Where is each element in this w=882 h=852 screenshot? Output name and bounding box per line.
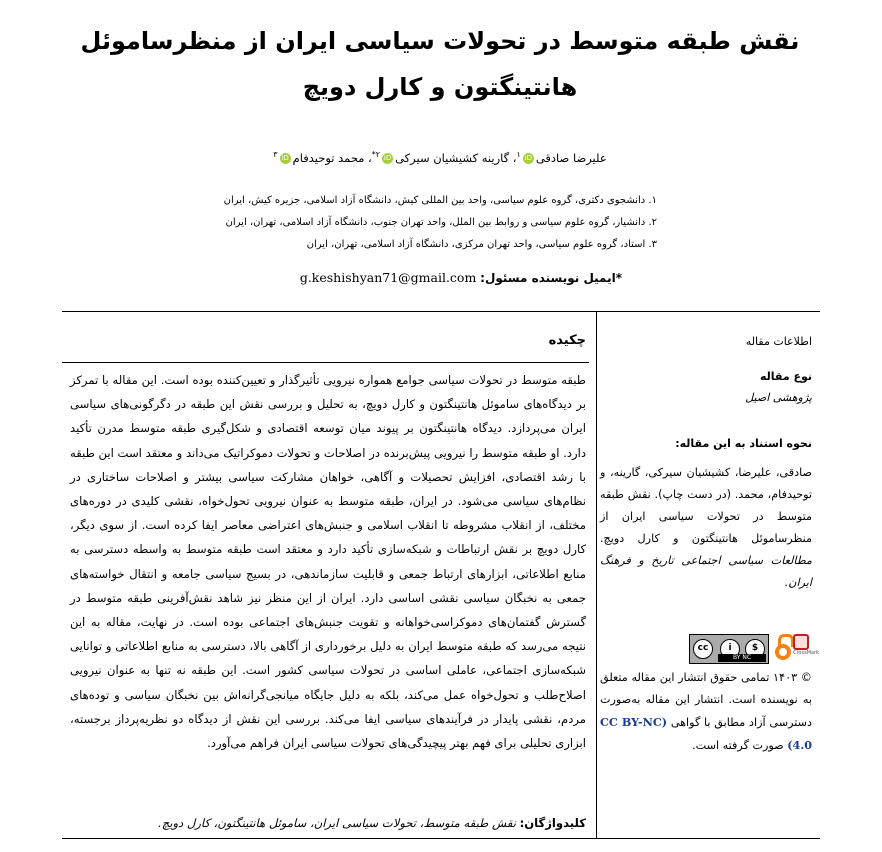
license-badges — [689, 634, 820, 664]
author-1: علیرضا صادقیiD$^۱$ — [516, 150, 607, 165]
article-type-value: پژوهشی اصیل — [745, 391, 812, 404]
article-type-heading: نوع مقاله — [759, 370, 812, 383]
column-divider — [596, 311, 597, 838]
crossmark-icon[interactable]: CrossMark — [793, 634, 811, 660]
email-address[interactable]: g.keshishyan71@gmail.com — [299, 270, 477, 285]
affiliation-list — [217, 190, 657, 256]
citation-text: صادقی، علیرضا، کشیشیان سیرکی، گارینه، و توحیدفام، محمد. (در دست چاپ). نقش طبقه متوسط در تحولات سیاسی ایران از منظرساموئل هانتینگتون و کارل دویچ. مطالعات سیاسی اجتماعی تاریخ و فرهنگ ایران. — [600, 466, 812, 589]
citation-heading: نحوه استناد به این مقاله: — [675, 437, 812, 450]
copyright-notice: © ۱۴۰۳ تمامی حقوق انتشار این مقاله متعلق به نویسنده است. انتشار این مقاله به‌صورت دسترسی آزاد مطابق با گواهی (CC BY-NC 4.0) صورت گرفته است. — [600, 671, 812, 752]
affiliation-1: ۱. دانشجوی دکتری، گروه علوم سیاسی، واحد بین المللی کیش، دانشگاه آزاد اسلامی، جزیره کیش، ایران — [223, 195, 657, 206]
cc-license-icon[interactable]: cc i $ BY NC — [689, 634, 769, 664]
license-link[interactable]: (CC BY-NC 4.0) — [600, 715, 812, 752]
orcid-icon[interactable]: iD — [281, 153, 289, 162]
author-2: ، گارینه کشیشیان سیرکیiD$^{۲*}$ — [371, 150, 517, 165]
journal-name: مطالعات سیاسی اجتماعی تاریخ و فرهنگ ایران. — [600, 554, 812, 589]
affiliation-3: ۳. استاد، گروه علوم سیاسی، واحد تهران مرکزی، دانشگاه آزاد اسلامی، تهران، ایران — [306, 239, 657, 250]
abstract-heading: چکیده — [548, 333, 586, 348]
keywords — [70, 816, 586, 830]
email-label: *ایمیل نویسنده مسئول: — [480, 271, 622, 285]
cc-badge-text: BY NC — [718, 654, 766, 662]
keywords-value: نقش طبقه متوسط، تحولات سیاسی ایران، ساموئل هانتینگتون، کارل دویچ. — [158, 816, 520, 830]
author-list — [150, 150, 730, 165]
keywords-label: کلیدواژگان: — [519, 816, 586, 830]
abstract-text: طبقه متوسط در تحولات سیاسی جوامع همواره نیرویی تأثیرگذار و تعیین‌کننده بوده است. این مقاله با تمرکز بر دیدگاه‌های ساموئل هانتینگتون و کارل دویچ، به تحلیل و بررسی نقش این طبقه در دگرگونی‌های سیاسی ایران می‌پردازد. دیدگاه هانتینگتون بر پیوند میان توسعه اقتصادی و شکل‌گیری طبقه متوسط مدرن تأکید دارد. او طبقه متوسط را نیرویی پیش‌برنده در اصلاحات و تحولات دموکراتیک می‌داند و معتقد است این طبقه با رشد اقتصادی، افزایش تحصیلات و آگاهی، خواهان مشارکت سیاسی بیشتر و اصلاحات ساختاری در نظام‌های سیاسی می‌شود. در ایران، طبقه متوسط به عنوان نیرویی تحول‌خواه، نقشی کلیدی در دوره‌های مختلف، از انقلاب مشروطه تا انقلاب اسلامی و جنبش‌های اعتراضی معاصر ایفا کرده است. از سوی دیگر، کارل دویچ بر نقش ارتباطات و شبکه‌سازی تأکید دارد و معتقد است طبقه متوسط به واسطه دسترسی به منابع اطلاعاتی، ابزارهای ارتباط جمعی و قابلیت سازماندهی، در بسیج سیاسی جامعه و انتقال خواسته‌های جمعی به نخبگان سیاسی نقشی اساسی دارد. ایران از این منظر نیز شاهد نقش‌آفرینی طبقه متوسط در گسترش گفتمان‌های دموکراسی‌خواهانه و تقویت جنبش‌های اجتماعی بوده است. در نهایت، مقاله به این نتیجه می‌رسد که طبقه متوسط ایران به دلیل برخورداری از آگاهی بالا، دسترسی به منابع اطلاعاتی و توانایی شبکه‌سازی اجتماعی، عاملی اساسی در تحولات سیاسی کشور است. این طبقه نه تنها به عنوان نیرویی اصلاح‌طلب و تحول‌خواه عمل می‌کند، بلکه به دلیل جایگاه میانجی‌گرانه‌اش بین نخبگان سیاسی و توده‌های مردم، نقشی پایدار در فرآیندهای سیاسی ایفا می‌کند. بررسی این نقش از دیدگاه دو نظریه‌پرداز برجسته، ابزاری تحلیلی برای فهم بهتر پیچیدگی‌های تحولات سیاسی ایران فراهم می‌آورد. — [70, 373, 586, 751]
orcid-icon[interactable]: iD — [524, 153, 532, 162]
orcid-icon[interactable]: iD — [383, 153, 392, 162]
open-access-icon — [775, 634, 793, 662]
divider-abstract — [62, 362, 589, 363]
affiliation-2: ۲. دانشیار، گروه علوم سیاسی و روابط بین الملل، واحد تهران جنوب، دانشگاه آزاد اسلامی، تهران، ایران — [225, 217, 657, 228]
paper-title: نقش طبقه متوسط در تحولات سیاسی ایران از منظرساموئل هانتینگتون و کارل دویچ — [80, 27, 800, 101]
divider-bottom — [62, 838, 820, 839]
divider-top — [62, 311, 820, 312]
article-info-heading: اطلاعات مقاله — [745, 335, 812, 348]
author-3: ، محمد توحیدفامiD$^۳$ — [273, 150, 372, 165]
corresponding-email — [300, 270, 622, 285]
